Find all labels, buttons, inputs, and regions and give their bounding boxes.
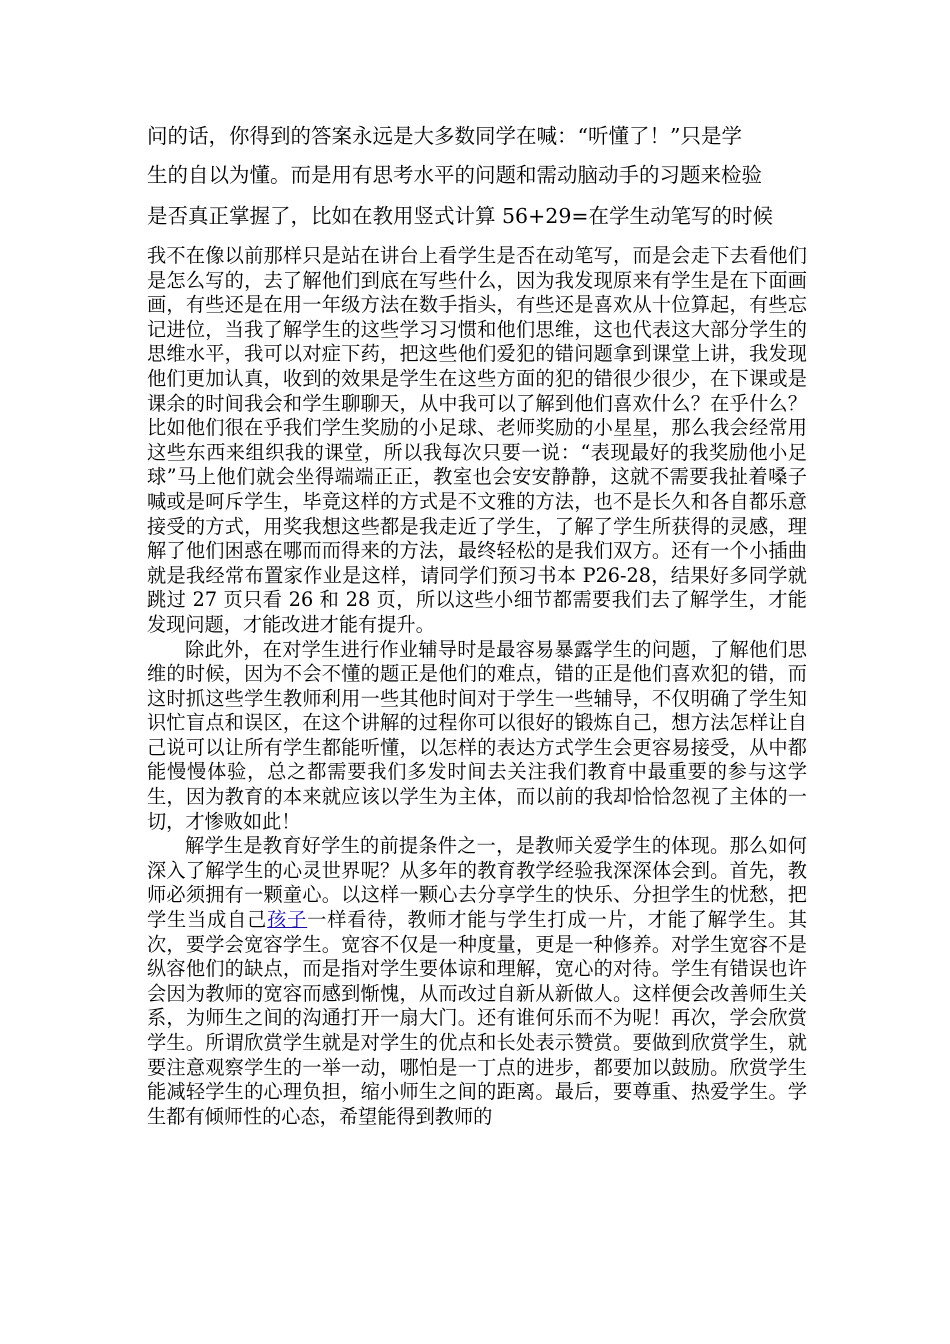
paragraph-text: 解学生是教育好学生的前提条件之一，是教师关爱学生的体现。那么如何深入了解学生的心灵世界呢？从多年的教育教学经验我深深体会到。首先，教师必须拥有一颗童心。以这样一颗心去分享学生的快乐、分担学生的忧愁，把学生当成自己 <box>147 834 807 932</box>
text-line: 是否真正掌握了，比如在教用竖式计算 56+29=在学生动笔写的时候 <box>147 204 774 228</box>
paragraph-student-observation: 我不在像以前那样只是站在讲台上看学生是否在动笔写，而是会走下去看他们是怎么写的，去了解他们到底在写些什么，因为我发现原来有学生是在下面画画，有些还是在用一年级方法在数手指头，有些还是喜欢从十位算起，有些忘记进位，当我了解学生的这些学习习惯和他们思维，这也代表这大部分学生的思维水平，我可以对症下药，把这些他们爱犯的错问题拿到课堂上讲，我发现他们更加认真，收到的效果是学生在这些方面的犯的错很少很少，在下课或是课余的时间我会和学生聊聊天，从中我可以了解到他们喜欢什么？在乎什么？比如他们很在乎我们学生奖励的小足球、老师奖励的小星星，那么我会经常用这些东西来组织我的课堂，所以我每次只要一说：“表现最好的我奖励他小足球”马上他们就会坐得端端正正，教室也会安安静静，这就不需要我扯着嗓子喊或是呵斥学生，毕竟这样的方式是不文雅的方法，也不是长久和各自都乐意接受的方式，用奖我想这些都是我走近了学生，了解了学生所获得的灵感，理解了他们困惑在哪而而得来的方法，最终轻松的是我们双方。还有一个小插曲就是我经常布置家作业是这样，请同学们预习书本 P26-28，结果好多同学就跳过 27 页只看 26 和 28 页，所以这些小细节都需要我们去了解学生，才能发现问题，才能改进才能有提升。 <box>147 244 807 636</box>
text-line: 生的自以为懂。而是用有思考水平的问题和需动脑动手的习题来检验 <box>147 163 762 187</box>
paragraph-homework-tutoring: 除此外，在对学生进行作业辅导时是最容易暴露学生的问题，了解他们思维的时候，因为不会不懂的题正是他们的难点，错的正是他们喜欢犯的错，而这时抓这些学生教师利用一些其他时间对于学生一些辅导，不仅明确了学生知识忙盲点和误区，在这个讲解的过程你可以很好的锻炼自己，想方法怎样让自己说可以让所有学生都能听懂，以怎样的表达方式学生会更容易接受，从中都能慢慢体验，总之都需要我们多发时间去关注我们教育中最重要的参与这学生，因为教育的本来就应该以学生为主体，而以前的我却恰恰忽视了主体的一切，才惨败如此！ <box>147 637 807 833</box>
document-page <box>147 121 807 1129</box>
child-link[interactable]: 孩子 <box>267 908 308 932</box>
paragraph-text: 一样看待，教师才能与学生打成一片，才能了解学生。其次，要学会宽容学生。宽容不仅是一种度量，更是一种修养。对学生宽容不是纵容他们的缺点，而是指对学生要体谅和理解，宽心的对待。学生有错误也许会因为教师的宽容而感到惭愧，从而改过自新从新做人。这样便会改善师生关系，为师生之间的沟通打开一扇大门。还有谁何乐而不为呢！再次，学会欣赏学生。所谓欣赏学生就是对学生的优点和长处表示赞赏。要做到欣赏学生，就要注意观察学生的一举一动，哪怕是一丁点的进步，都要加以鼓励。欣赏学生能减轻学生的心理负担，缩小师生之间的距离。最后，要尊重、热爱学生。学生都有倾师性的心态，希望能得到教师的 <box>147 908 808 1128</box>
paragraph-understanding-students <box>147 834 807 1129</box>
text-line: 问的话，你得到的答案永远是大多数同学在喊：“听懂了！”只是学 <box>147 124 742 148</box>
